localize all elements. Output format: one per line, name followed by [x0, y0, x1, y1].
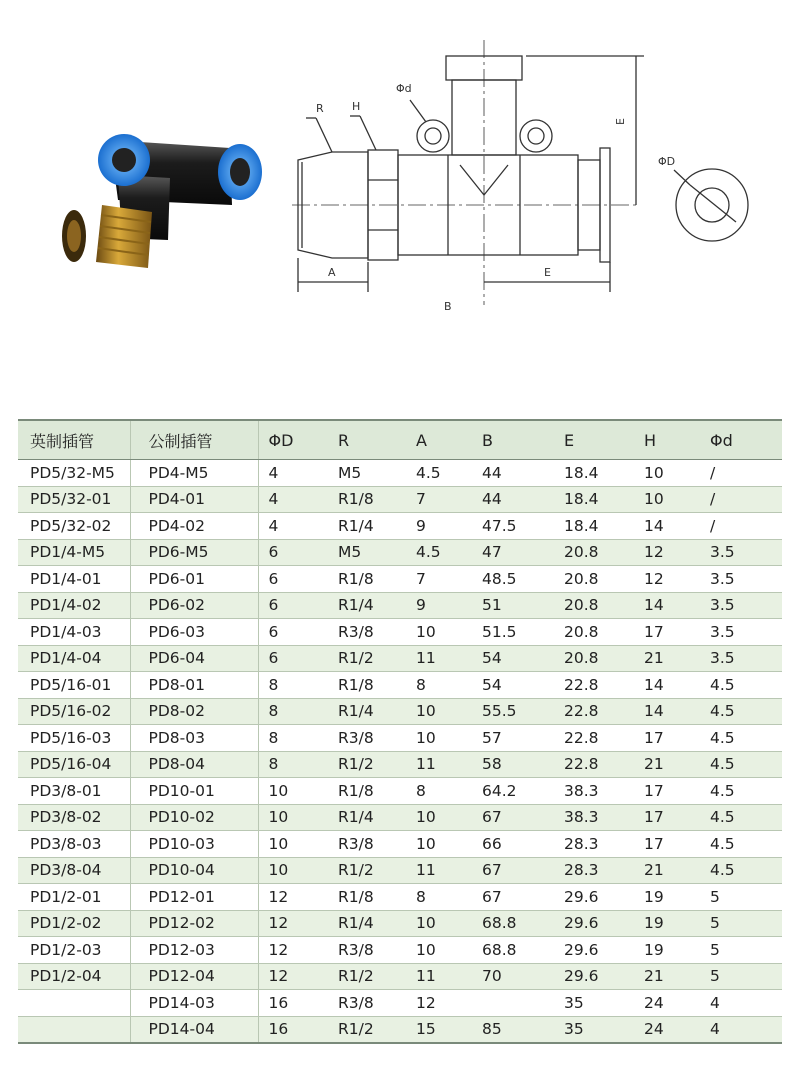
fitting-photo: [62, 134, 262, 268]
table-cell: PD3/8-03: [18, 831, 130, 858]
table-cell: 17: [634, 725, 700, 752]
table-body: [18, 460, 782, 1044]
table-row: [18, 990, 782, 1017]
table-cell: PD3/8-02: [18, 804, 130, 831]
table-cell: 7: [406, 566, 472, 593]
table-cell: /: [700, 486, 782, 513]
table-cell: 35: [554, 990, 634, 1017]
table-cell: 20.8: [554, 592, 634, 619]
table-cell: 5: [700, 937, 782, 964]
table-row: [18, 910, 782, 937]
table-cell: 22.8: [554, 672, 634, 699]
column-header: H: [634, 420, 700, 460]
table-cell: R1/8: [328, 486, 406, 513]
table-cell: 64.2: [472, 778, 554, 805]
table-cell: [472, 990, 554, 1017]
table-cell: PD12-03: [130, 937, 258, 964]
table-cell: 29.6: [554, 910, 634, 937]
table-cell: PD14-04: [130, 1016, 258, 1043]
table-cell: R1/2: [328, 857, 406, 884]
table-cell: 4.5: [406, 539, 472, 566]
table-cell: 6: [258, 645, 328, 672]
table-cell: R3/8: [328, 937, 406, 964]
table-cell: PD8-02: [130, 698, 258, 725]
table-cell: 6: [258, 539, 328, 566]
label-e: E: [544, 266, 551, 279]
table-cell: PD6-04: [130, 645, 258, 672]
table-cell: PD8-03: [130, 725, 258, 752]
column-header: A: [406, 420, 472, 460]
table-cell: 4.5: [700, 672, 782, 699]
table-cell: 14: [634, 513, 700, 540]
table-cell: 22.8: [554, 725, 634, 752]
table-cell: PD1/4-M5: [18, 539, 130, 566]
table-cell: 54: [472, 672, 554, 699]
table-cell: 10: [258, 804, 328, 831]
table-cell: 58: [472, 751, 554, 778]
table-cell: R1/4: [328, 910, 406, 937]
label-e-vertical: E: [614, 118, 627, 125]
table-cell: 10: [406, 725, 472, 752]
table-cell: PD6-01: [130, 566, 258, 593]
table-cell: PD4-02: [130, 513, 258, 540]
table-cell: 17: [634, 619, 700, 646]
table-row: [18, 592, 782, 619]
table-cell: 3.5: [700, 539, 782, 566]
table-cell: PD5/16-03: [18, 725, 130, 752]
table-cell: 10: [406, 804, 472, 831]
table-cell: 12: [634, 566, 700, 593]
table-cell: 8: [258, 672, 328, 699]
table-cell: 4.5: [700, 751, 782, 778]
table-cell: 3.5: [700, 566, 782, 593]
table-cell: R1/8: [328, 884, 406, 911]
table-cell: R1/8: [328, 672, 406, 699]
table-cell: 4: [258, 486, 328, 513]
table-cell: PD1/4-02: [18, 592, 130, 619]
table-cell: 54: [472, 645, 554, 672]
table-cell: R3/8: [328, 619, 406, 646]
table-cell: M5: [328, 539, 406, 566]
table-cell: PD5/32-02: [18, 513, 130, 540]
table-cell: 19: [634, 884, 700, 911]
table-cell: 85: [472, 1016, 554, 1043]
label-r: R: [316, 102, 324, 115]
table-cell: 10: [258, 778, 328, 805]
table-cell: 10: [406, 937, 472, 964]
table-cell: 47.5: [472, 513, 554, 540]
table-cell: 21: [634, 645, 700, 672]
table-cell: PD10-03: [130, 831, 258, 858]
table-cell: 12: [406, 990, 472, 1017]
table-cell: 67: [472, 804, 554, 831]
specification-table: [18, 419, 782, 1044]
table-row: [18, 778, 782, 805]
table-cell: R3/8: [328, 831, 406, 858]
table-row: [18, 672, 782, 699]
table-cell: PD3/8-04: [18, 857, 130, 884]
table-cell: 4.5: [700, 831, 782, 858]
column-header: Φd: [700, 420, 782, 460]
table-cell: PD4-01: [130, 486, 258, 513]
table-cell: 35: [554, 1016, 634, 1043]
table-cell: PD5/16-02: [18, 698, 130, 725]
table-cell: /: [700, 513, 782, 540]
table-cell: 68.8: [472, 910, 554, 937]
table-cell: 4: [700, 990, 782, 1017]
table-cell: 70: [472, 963, 554, 990]
table-cell: 21: [634, 751, 700, 778]
table-row: [18, 513, 782, 540]
table-row: [18, 698, 782, 725]
table-cell: /: [700, 460, 782, 487]
table-cell: 57: [472, 725, 554, 752]
table-cell: 47: [472, 539, 554, 566]
table-cell: R1/4: [328, 592, 406, 619]
table-cell: 4: [258, 513, 328, 540]
table-cell: 18.4: [554, 460, 634, 487]
table-cell: PD5/16-04: [18, 751, 130, 778]
table-cell: 10: [258, 831, 328, 858]
table-cell: 24: [634, 990, 700, 1017]
label-b: B: [444, 300, 452, 313]
table-row: [18, 751, 782, 778]
table-cell: 14: [634, 672, 700, 699]
table-cell: 8: [406, 884, 472, 911]
table-cell: 10: [634, 460, 700, 487]
table-cell: PD3/8-01: [18, 778, 130, 805]
table-cell: 11: [406, 751, 472, 778]
table-cell: 12: [258, 963, 328, 990]
table-cell: 20.8: [554, 619, 634, 646]
table-cell: 4.5: [406, 460, 472, 487]
table-cell: 38.3: [554, 778, 634, 805]
table-cell: 51: [472, 592, 554, 619]
column-header: 英制插管: [18, 420, 130, 460]
table-cell: [18, 990, 130, 1017]
table-cell: 6: [258, 619, 328, 646]
table-row: [18, 804, 782, 831]
table-cell: 4.5: [700, 857, 782, 884]
table-cell: 3.5: [700, 592, 782, 619]
table-cell: 18.4: [554, 486, 634, 513]
table-cell: R1/2: [328, 1016, 406, 1043]
table-cell: PD14-03: [130, 990, 258, 1017]
table-cell: PD1/4-01: [18, 566, 130, 593]
table-cell: PD6-03: [130, 619, 258, 646]
table-cell: 15: [406, 1016, 472, 1043]
table-cell: 10: [406, 619, 472, 646]
table-cell: PD5/32-M5: [18, 460, 130, 487]
table-cell: PD1/4-04: [18, 645, 130, 672]
table-cell: 8: [258, 751, 328, 778]
table-cell: 10: [406, 698, 472, 725]
table-cell: PD10-02: [130, 804, 258, 831]
table-cell: 12: [258, 884, 328, 911]
table-row: [18, 963, 782, 990]
table-cell: 44: [472, 460, 554, 487]
table-cell: 5: [700, 884, 782, 911]
table-cell: 20.8: [554, 566, 634, 593]
table-row: [18, 460, 782, 487]
table-cell: 4.5: [700, 804, 782, 831]
table-cell: 11: [406, 963, 472, 990]
table-cell: 10: [406, 831, 472, 858]
table-cell: 66: [472, 831, 554, 858]
table-cell: 29.6: [554, 884, 634, 911]
table-cell: PD5/16-01: [18, 672, 130, 699]
table-row: [18, 857, 782, 884]
table-cell: R1/4: [328, 698, 406, 725]
table-cell: 12: [258, 937, 328, 964]
table-cell: R1/8: [328, 778, 406, 805]
table-cell: 20.8: [554, 539, 634, 566]
table-cell: 8: [258, 725, 328, 752]
table-cell: 29.6: [554, 963, 634, 990]
table-cell: R1/8: [328, 566, 406, 593]
table-cell: PD8-04: [130, 751, 258, 778]
table-cell: PD8-01: [130, 672, 258, 699]
table-row: [18, 539, 782, 566]
table-cell: 20.8: [554, 645, 634, 672]
table-cell: PD1/2-03: [18, 937, 130, 964]
table-cell: R1/4: [328, 513, 406, 540]
technical-drawing: [292, 40, 748, 305]
table-cell: 8: [406, 672, 472, 699]
table-cell: 55.5: [472, 698, 554, 725]
table-cell: 11: [406, 645, 472, 672]
table-cell: 38.3: [554, 804, 634, 831]
table-cell: 21: [634, 857, 700, 884]
table-cell: 19: [634, 937, 700, 964]
table-cell: 5: [700, 963, 782, 990]
table-cell: 7: [406, 486, 472, 513]
table-cell: PD1/2-01: [18, 884, 130, 911]
table-cell: PD1/2-04: [18, 963, 130, 990]
table-cell: 51.5: [472, 619, 554, 646]
column-header: 公制插管: [130, 420, 258, 460]
table-cell: 18.4: [554, 513, 634, 540]
column-header: R: [328, 420, 406, 460]
table-row: [18, 566, 782, 593]
table-row: [18, 619, 782, 646]
label-a: A: [328, 266, 336, 279]
table-cell: 6: [258, 566, 328, 593]
table-cell: 22.8: [554, 698, 634, 725]
table-cell: R3/8: [328, 990, 406, 1017]
table-row: [18, 486, 782, 513]
table-cell: 28.3: [554, 831, 634, 858]
table-cell: 10: [634, 486, 700, 513]
table-cell: 12: [258, 910, 328, 937]
table-cell: 8: [258, 698, 328, 725]
table-cell: 16: [258, 1016, 328, 1043]
table-row: [18, 937, 782, 964]
table-cell: R1/2: [328, 645, 406, 672]
table-cell: R3/8: [328, 725, 406, 752]
table-cell: PD4-M5: [130, 460, 258, 487]
table-cell: PD12-02: [130, 910, 258, 937]
table-cell: 67: [472, 857, 554, 884]
table-cell: R1/4: [328, 804, 406, 831]
column-header: ΦD: [258, 420, 328, 460]
table-cell: 21: [634, 963, 700, 990]
table-cell: 14: [634, 592, 700, 619]
label-h: H: [352, 100, 361, 113]
table-row: [18, 1016, 782, 1043]
table-cell: 3.5: [700, 619, 782, 646]
table-row: [18, 884, 782, 911]
table-header-row: [18, 420, 782, 460]
table-cell: [18, 1016, 130, 1043]
table-cell: 6: [258, 592, 328, 619]
table-cell: 48.5: [472, 566, 554, 593]
table-cell: 8: [406, 778, 472, 805]
table-cell: 16: [258, 990, 328, 1017]
table-cell: R1/2: [328, 963, 406, 990]
table-cell: 14: [634, 698, 700, 725]
table-cell: 9: [406, 592, 472, 619]
table-cell: 9: [406, 513, 472, 540]
table-cell: PD12-01: [130, 884, 258, 911]
table-cell: 17: [634, 778, 700, 805]
table-cell: PD12-04: [130, 963, 258, 990]
table-cell: 19: [634, 910, 700, 937]
table-cell: 4: [258, 460, 328, 487]
table-row: [18, 725, 782, 752]
table-cell: 44: [472, 486, 554, 513]
table-cell: 10: [406, 910, 472, 937]
table-cell: PD5/32-01: [18, 486, 130, 513]
table-cell: 4: [700, 1016, 782, 1043]
table-cell: 4.5: [700, 725, 782, 752]
table-row: [18, 645, 782, 672]
table-cell: 17: [634, 831, 700, 858]
table-cell: 17: [634, 804, 700, 831]
table-cell: 5: [700, 910, 782, 937]
table-cell: 68.8: [472, 937, 554, 964]
table-cell: 28.3: [554, 857, 634, 884]
table-cell: 22.8: [554, 751, 634, 778]
table-cell: PD10-04: [130, 857, 258, 884]
table-cell: 67: [472, 884, 554, 911]
table-cell: PD6-02: [130, 592, 258, 619]
label-phi-d: ΦD: [658, 155, 676, 168]
product-illustration-area: [0, 0, 800, 400]
table-cell: M5: [328, 460, 406, 487]
table-cell: R1/2: [328, 751, 406, 778]
table-cell: PD1/2-02: [18, 910, 130, 937]
table-cell: PD1/4-03: [18, 619, 130, 646]
table-cell: 4.5: [700, 778, 782, 805]
table-cell: 11: [406, 857, 472, 884]
table-cell: 29.6: [554, 937, 634, 964]
table-cell: 12: [634, 539, 700, 566]
table-cell: 24: [634, 1016, 700, 1043]
table-row: [18, 831, 782, 858]
column-header: B: [472, 420, 554, 460]
label-d: Φd: [396, 82, 412, 95]
table-cell: PD10-01: [130, 778, 258, 805]
table-cell: 3.5: [700, 645, 782, 672]
table-cell: 10: [258, 857, 328, 884]
table-cell: PD6-M5: [130, 539, 258, 566]
table-cell: 4.5: [700, 698, 782, 725]
column-header: E: [554, 420, 634, 460]
